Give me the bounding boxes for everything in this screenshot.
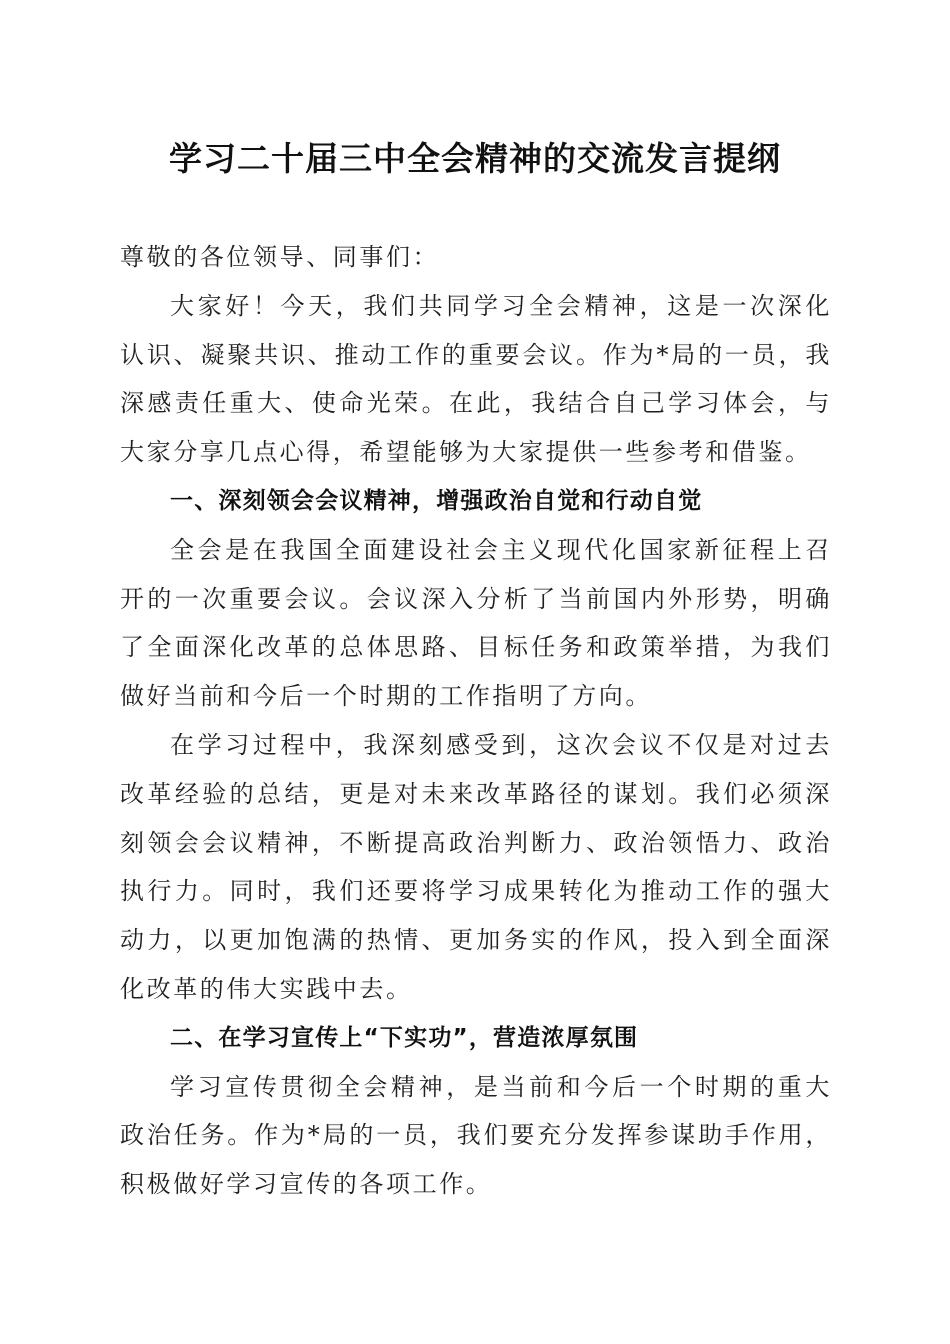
document-title: 学习二十届三中全会精神的交流发言提纲 <box>169 139 781 178</box>
document-body <box>120 233 832 1209</box>
section-heading-2: 二、在学习宣传上“下实功”，营造浓厚氛围 <box>170 1024 639 1051</box>
paragraph-section1-a: 全会是在我国全面建设社会主义现代化国家新征程上召开的一次重要会议。会议深入分析了当前国内外形势，明确了全面深化改革的总体思路、目标任务和政策举措，为我们做好当前和今后一个时期的工作指明了方向。 <box>120 535 832 711</box>
salutation: 尊敬的各位领导、同事们： <box>120 243 440 271</box>
paragraph-section1-b: 在学习过程中，我深刻感受到，这次会议不仅是对过去改革经验的总结，更是对未来改革路径的谋划。我们必须深刻领会会议精神，不断提高政治判断力、政治领悟力、政治执行力。同时，我们还要将学习成果转化为推动工作的强大动力，以更加饱满的热情、更加务实的作风，投入到全面深化改革的伟大实践中去。 <box>120 730 832 1003</box>
section-heading-1: 一、深刻领会会议精神，增强政治自觉和行动自觉 <box>170 487 703 514</box>
paragraph-intro: 大家好！今天，我们共同学习全会精神，这是一次深化认识、凝聚共识、推动工作的重要会议。作为*局的一员，我深感责任重大、使命光荣。在此，我结合自己学习体会，与大家分享几点心得，希望能够为大家提供一些参考和借鉴。 <box>120 291 832 467</box>
paragraph-section2-a: 学习宣传贯彻全会精神，是当前和今后一个时期的重大政治任务。作为*局的一员，我们要充分发挥参谋助手作用，积极做好学习宣传的各项工作。 <box>120 1072 832 1199</box>
